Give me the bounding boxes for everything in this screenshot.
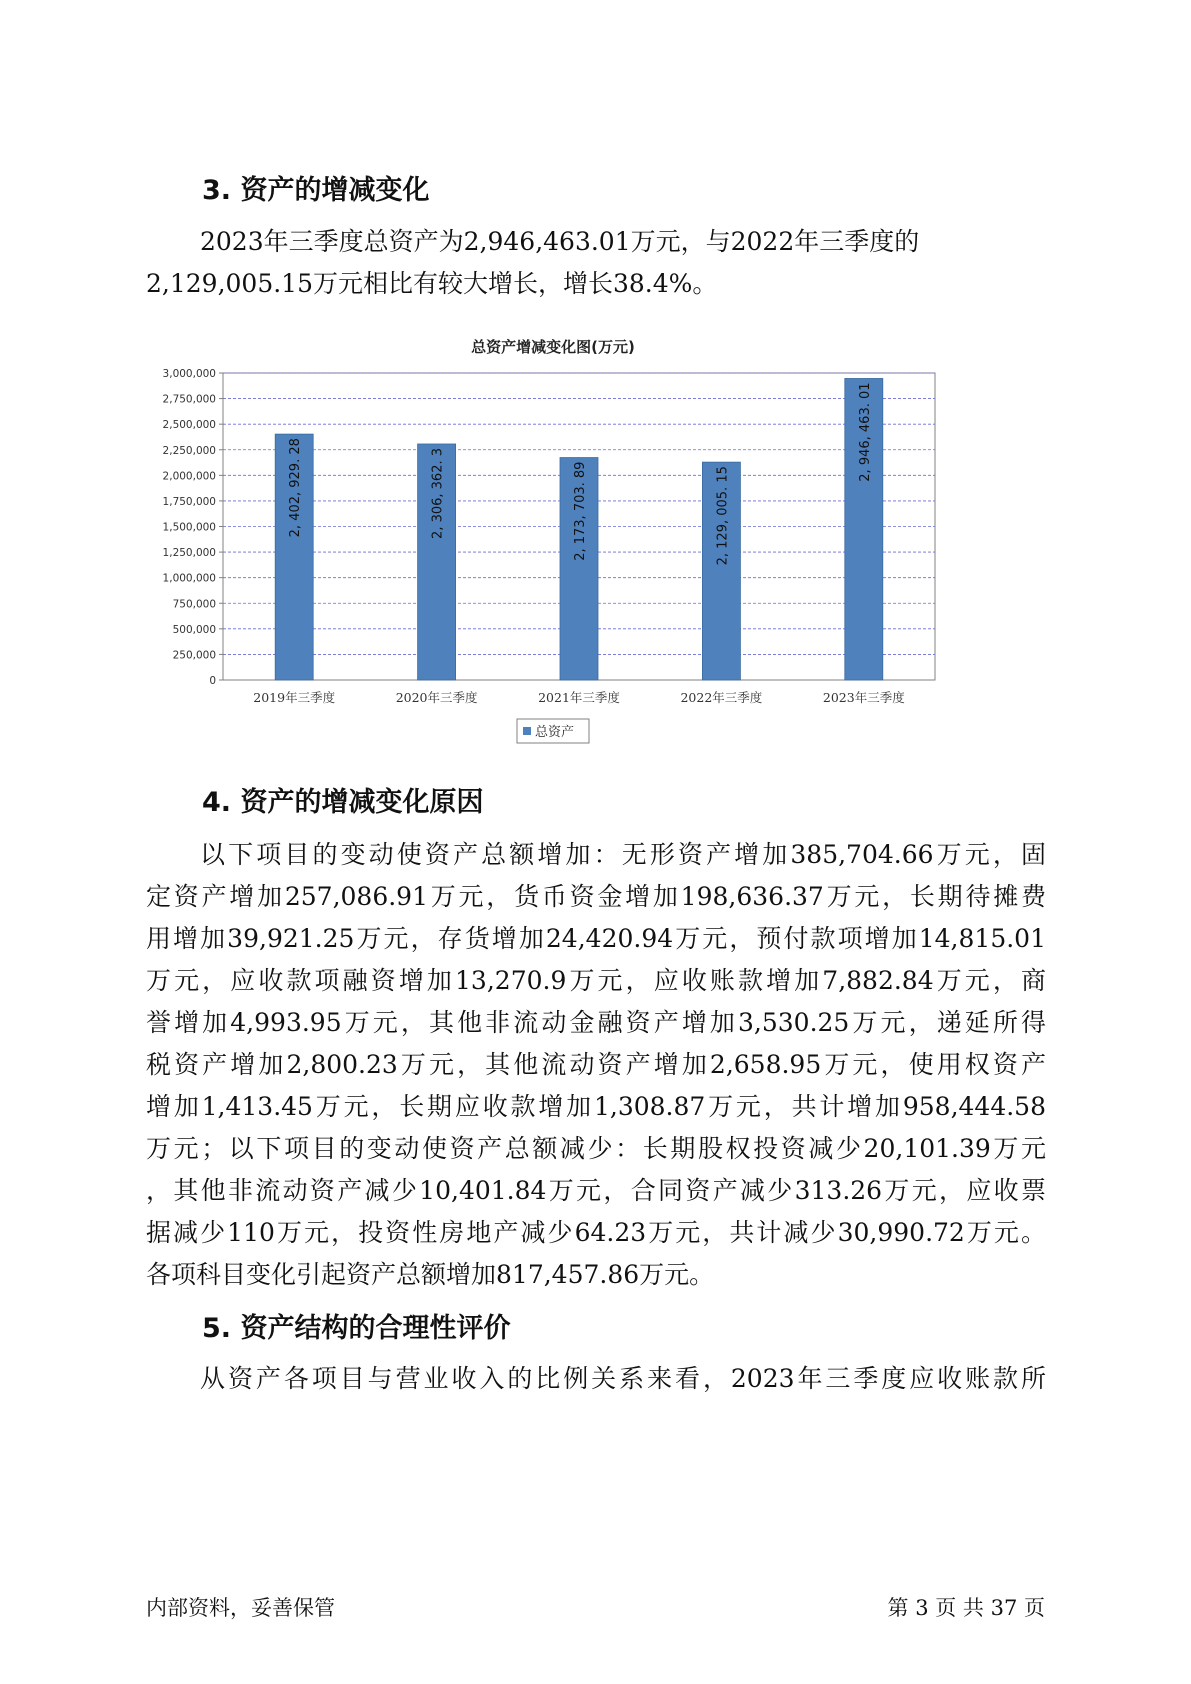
chart-legend-label: 总资产 [535,725,575,740]
paragraph-line: 各项科目变化引起资产总额增加817,457.86万元。 [146,1260,715,1289]
chart-y-tick-label: 0 [209,675,216,687]
chart-y-tick-label: 2,000,000 [162,470,216,483]
paragraph-line: 万元；以下项目的变动使资产总额减少：长期股权投资减少20,101.39万元 [146,1134,1046,1163]
paragraph-line: 誉增加4,993.95万元，其他非流动金融资产增加3,530.25万元，递延所得 [146,1008,1046,1037]
chart-y-tick-label: 500,000 [172,623,216,636]
chart-legend [517,719,589,743]
chart-legend-swatch [523,727,531,735]
paragraph-line: 从资产各项目与营业收入的比例关系来看，2023年三季度应收账款所 [200,1364,1046,1393]
chart-y-tick-label: 2,250,000 [162,444,216,457]
chart-data-label: 2, 402, 929. 28 [288,438,304,538]
chart-y-tick-label: 250,000 [172,649,216,662]
chart-y-axis [163,368,223,687]
chart-y-tick-label: 1,750,000 [162,495,216,508]
chart-x-tick-label: 2020年三季度 [395,690,478,705]
chart-data-label: 2, 173, 703. 89 [573,461,588,561]
chart-y-tick-label: 2,750,000 [162,393,216,406]
chart-data-label: 2, 306, 362. 3 [430,447,446,539]
chart-data-label: 2, 129, 005. 15 [715,466,731,566]
paragraph-line: 万元，应收款项融资增加13,270.9万元，应收账款增加7,882.84万元，商 [146,966,1046,995]
paragraph-structure-evaluation [146,1358,1046,1400]
paragraph-line: ，其他非流动资产减少10,401.84万元，合同资产减少313.26万元，应收票 [146,1176,1046,1205]
paragraph-total-assets [146,221,1046,305]
section-heading-asset-change: 3. 资产的增减变化 [202,175,430,206]
footer-page-number: 第 3 页 共 37 页 [887,1596,1045,1620]
chart-x-tick-label: 2021年三季度 [538,690,620,705]
section-heading-structure-evaluation: 5. 资产结构的合理性评价 [202,1313,511,1344]
chart-x-tick-label: 2022年三季度 [680,690,763,705]
paragraph-line: 2023年三季度总资产为2,946,463.01万元，与2022年三季度的 [200,227,920,256]
chart-y-tick-label: 1,500,000 [162,521,216,534]
chart-y-tick-label: 2,500,000 [162,419,216,432]
chart-x-tick-label: 2019年三季度 [253,690,336,705]
paragraph-line: 税资产增加2,800.23万元，其他流动资产增加2,658.95万元，使用权资产 [146,1050,1046,1079]
chart-x-axis [253,690,905,705]
paragraph-line: 2,129,005.15万元相比有较大增长，增长38.4%。 [146,269,718,298]
chart-y-tick-label: 1,000,000 [162,572,216,585]
paragraph-change-reasons [146,834,1046,1296]
chart-data-label: 2, 946, 463. 01 [857,382,873,482]
paragraph-line: 增加1,413.45万元，长期应收款增加1,308.87万元，共计增加958,444.58 [146,1092,1046,1121]
paragraph-line: 用增加39,921.25万元，存货增加24,420.94万元，预付款项增加14,815.01 [146,924,1046,953]
section-heading-change-reasons: 4. 资产的增减变化原因 [202,787,484,818]
chart-title: 总资产增减变化图(万元) [471,338,635,356]
chart-bars [275,378,883,680]
chart-y-tick-label: 1,250,000 [162,547,216,560]
chart-x-tick-label: 2023年三季度 [822,690,905,705]
chart-y-tick-label: 3,000,000 [162,368,216,380]
paragraph-line: 据减少110万元，投资性房地产减少64.23万元，共计减少30,990.72万元。 [146,1218,1046,1247]
paragraph-line: 以下项目的变动使资产总额增加：无形资产增加385,704.66万元，固 [200,840,1046,869]
footer-confidential-note: 内部资料，妥善保管 [146,1596,335,1620]
total-assets-chart [150,338,1030,820]
paragraph-line: 定资产增加257,086.91万元，货币资金增加198,636.37万元，长期待摊费 [146,882,1046,911]
chart-y-tick-label: 750,000 [172,598,216,611]
